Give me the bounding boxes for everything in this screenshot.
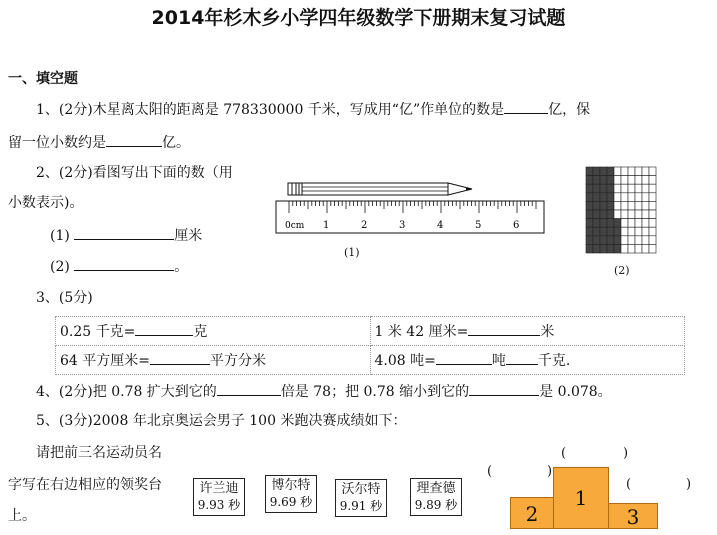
ruler-label-2: 2 xyxy=(361,220,368,231)
grid-cell-shaded xyxy=(600,219,607,228)
grid-cell xyxy=(642,193,649,202)
grid-cell xyxy=(621,244,628,253)
grid-cell xyxy=(635,167,642,176)
grid-cell-shaded xyxy=(600,184,607,193)
grid-cell xyxy=(621,167,628,176)
table-cell xyxy=(370,317,685,346)
grid-cell-shaded xyxy=(614,219,621,228)
grid-cell-shaded xyxy=(607,219,614,228)
q1-text-a: 1、(2分)木星离太阳的距离是 778330000 千米，写成用“亿”作单位的数是 xyxy=(36,102,505,118)
grid-cell xyxy=(614,201,621,210)
grid-cell xyxy=(642,167,649,176)
grid-cell-shaded xyxy=(586,193,593,202)
grid-cell xyxy=(635,184,642,193)
grid-cell xyxy=(642,201,649,210)
grid-cell xyxy=(628,184,635,193)
grid-cell-shaded xyxy=(600,244,607,253)
grid-cell-shaded xyxy=(586,201,593,210)
grid-cell xyxy=(635,244,642,253)
q5-line2: 请把前三名运动员名 xyxy=(36,445,162,461)
q5-line4: 上。 xyxy=(8,508,36,524)
grid-cell-shaded xyxy=(593,167,600,176)
grid-cell-shaded xyxy=(600,236,607,245)
grid-cell xyxy=(635,227,642,236)
q2-item1-prefix: (1) xyxy=(50,228,70,244)
grid-cell xyxy=(621,219,628,228)
answer-blank[interactable] xyxy=(506,351,538,365)
grid-cell xyxy=(642,227,649,236)
grid-cell-shaded xyxy=(607,236,614,245)
ruler-label-5: 5 xyxy=(475,220,482,231)
podium-paren-third-close: ) xyxy=(686,477,692,492)
grid-cell xyxy=(621,201,628,210)
answer-blank[interactable] xyxy=(468,322,540,336)
q1-text-b: 亿，保 xyxy=(548,102,591,118)
grid-cell xyxy=(635,193,642,202)
grid-cell-shaded xyxy=(586,244,593,253)
grid-cell-shaded xyxy=(586,176,593,185)
table-row xyxy=(56,346,685,375)
q2-blank-2[interactable] xyxy=(74,257,174,271)
grid-cell-shaded xyxy=(600,227,607,236)
grid-cell-shaded xyxy=(600,201,607,210)
grid-cell-shaded xyxy=(593,227,600,236)
grid-cell-shaded xyxy=(607,244,614,253)
cell-unit: 克 xyxy=(193,324,208,340)
grid-cell-shaded xyxy=(586,236,593,245)
grid-cell xyxy=(621,193,628,202)
grid-cell xyxy=(642,236,649,245)
q2-item2 xyxy=(50,257,188,276)
ruler-label-4: 4 xyxy=(437,220,444,231)
athlete-time: 9.91 秒 xyxy=(339,499,383,513)
q1-line2 xyxy=(8,133,190,152)
page-title: 2014年杉木乡小学四年级数学下册期末复习试题 xyxy=(151,7,566,29)
grid-cell-shaded xyxy=(600,176,607,185)
grid-cell xyxy=(635,219,642,228)
grid-cell xyxy=(642,176,649,185)
cell-text: 0.25 千克= xyxy=(60,324,136,340)
grid-cell xyxy=(628,227,635,236)
grid-cell-shaded xyxy=(600,167,607,176)
q5-line1: 5、(3分)2008 年北京奥运会男子 100 米跑决赛成绩如下： xyxy=(36,413,407,429)
grid-cell-shaded xyxy=(614,227,621,236)
podium-second[interactable]: 2 xyxy=(510,497,554,529)
athlete-card xyxy=(410,478,462,516)
grid-cell xyxy=(635,236,642,245)
table-cell xyxy=(56,317,371,346)
podium-paren-second-open: ( xyxy=(487,464,493,479)
athlete-name: 博尔特 xyxy=(271,478,311,493)
ruler-figure xyxy=(270,176,550,238)
grid-cell xyxy=(635,201,642,210)
grid-cell xyxy=(621,184,628,193)
q2-item1 xyxy=(50,226,202,245)
grid-cell xyxy=(649,167,656,176)
grid-cell xyxy=(614,193,621,202)
q4-text-a: 4、(2分)把 0.78 扩大到它的 xyxy=(36,384,217,400)
athlete-name: 许兰迪 xyxy=(199,481,239,496)
athlete-time: 9.89 秒 xyxy=(414,498,458,512)
q1-blank-2[interactable] xyxy=(106,133,162,147)
grid-cell xyxy=(649,227,656,236)
grid-cell-shaded xyxy=(586,210,593,219)
grid-cell-shaded xyxy=(607,167,614,176)
q4-text-c: 是 0.078。 xyxy=(539,384,612,400)
ruler-body xyxy=(276,201,544,233)
q2-line2: 小数表示)。 xyxy=(8,195,84,211)
athlete-name: 沃尔特 xyxy=(341,482,381,497)
table-cell xyxy=(56,346,371,375)
table-cell xyxy=(370,346,685,375)
grid-cell xyxy=(621,236,628,245)
q2-line1: 2、(2分)看图写出下面的数（用 xyxy=(36,165,233,181)
podium-paren-second-close: ) xyxy=(547,464,553,479)
grid-cell xyxy=(628,193,635,202)
grid-cell xyxy=(628,244,635,253)
grid-cell xyxy=(614,176,621,185)
grid-cell xyxy=(635,176,642,185)
q3-header: 3、(5分) xyxy=(36,290,93,306)
athlete-card xyxy=(335,479,387,517)
grid-cell-shaded xyxy=(614,244,621,253)
grid-cell-shaded xyxy=(593,176,600,185)
q1-line1 xyxy=(36,100,590,119)
q2-blank-1[interactable] xyxy=(74,226,174,240)
q2-item2-prefix: (2) xyxy=(50,259,70,275)
ruler-label-6: 6 xyxy=(513,220,520,231)
cell-unit: 千克. xyxy=(537,353,571,369)
grid-cell xyxy=(614,167,621,176)
athlete-time: 9.93 秒 xyxy=(197,498,241,512)
grid-cell xyxy=(642,184,649,193)
grid-cell-shaded xyxy=(607,210,614,219)
answer-blank[interactable] xyxy=(135,322,193,336)
grid-cell-shaded xyxy=(586,167,593,176)
grid-cell xyxy=(635,210,642,219)
grid-cell xyxy=(642,210,649,219)
q1-text-d: 亿。 xyxy=(162,135,190,151)
cell-unit: 米 xyxy=(540,324,555,340)
grid-cell xyxy=(628,236,635,245)
grid-cell-shaded xyxy=(593,219,600,228)
grid-cell-shaded xyxy=(614,236,621,245)
cell-text: 4.08 吨= xyxy=(374,353,436,369)
grid-cell xyxy=(628,219,635,228)
podium-paren-first-close: ) xyxy=(623,446,629,461)
grid-cell xyxy=(649,184,656,193)
podium-first[interactable]: 1 xyxy=(553,467,609,529)
cell-unit: 平方分米 xyxy=(210,353,266,369)
q2-item2-unit: 。 xyxy=(174,259,189,275)
athlete-time: 9.69 秒 xyxy=(269,495,313,509)
podium-third[interactable]: 3 xyxy=(608,503,658,529)
grid-cell-shaded xyxy=(607,176,614,185)
grid-cell-shaded xyxy=(586,219,593,228)
grid-cell-shaded xyxy=(586,227,593,236)
grid-cell-shaded xyxy=(607,201,614,210)
grid-cell xyxy=(628,176,635,185)
grid-cell xyxy=(628,210,635,219)
decimal-grid-figure xyxy=(585,166,660,254)
q4-blank-2[interactable] xyxy=(469,382,539,396)
q4-text-b: 倍是 78；把 0.78 缩小到它的 xyxy=(280,384,470,400)
grid-cell xyxy=(621,176,628,185)
grid-cell xyxy=(628,167,635,176)
answer-blank[interactable] xyxy=(436,351,492,365)
grid-cell-shaded xyxy=(607,184,614,193)
podium-paren-first-open: ( xyxy=(561,446,567,461)
athlete-card xyxy=(265,475,317,513)
ruler-label-0: 0cm xyxy=(285,221,305,231)
ruler-label-3: 3 xyxy=(399,220,406,231)
podium-paren-third-open: ( xyxy=(626,477,632,492)
grid-cell-shaded xyxy=(607,227,614,236)
athlete-card xyxy=(193,478,245,516)
grid-cell-shaded xyxy=(600,193,607,202)
grid-cell xyxy=(649,219,656,228)
answer-blank[interactable] xyxy=(150,351,210,365)
q4-line xyxy=(36,382,612,401)
q1-text-c: 留一位小数约是 xyxy=(8,135,106,151)
cell-text: 64 平方厘米= xyxy=(60,353,150,369)
cell-text: 1 米 42 厘米= xyxy=(374,324,469,340)
grid-cell xyxy=(649,201,656,210)
ruler-label-1: 1 xyxy=(323,220,330,231)
grid-cell-shaded xyxy=(600,210,607,219)
grid-cell-shaded xyxy=(586,184,593,193)
grid-cell xyxy=(649,193,656,202)
grid-cell xyxy=(649,210,656,219)
figure-caption-1: (1) xyxy=(344,246,360,259)
cell-unit: 吨 xyxy=(491,353,506,369)
athlete-name: 理查德 xyxy=(416,481,456,496)
grid-cell xyxy=(642,219,649,228)
grid-cell xyxy=(649,236,656,245)
grid-cell xyxy=(614,210,621,219)
grid-cell xyxy=(614,184,621,193)
pencil-icon xyxy=(288,183,472,195)
grid-cell-shaded xyxy=(593,184,600,193)
grid-cell-shaded xyxy=(593,210,600,219)
grid-cell xyxy=(642,244,649,253)
q1-blank-1[interactable] xyxy=(504,100,548,114)
q5-line3: 字写在右边相应的领奖台 xyxy=(8,477,162,493)
grid-cell xyxy=(621,227,628,236)
grid-cell-shaded xyxy=(593,201,600,210)
grid-cell-shaded xyxy=(593,244,600,253)
grid-cell xyxy=(649,244,656,253)
table-row xyxy=(56,317,685,346)
figure-caption-2: (2) xyxy=(614,264,630,277)
grid-cell-shaded xyxy=(593,236,600,245)
grid-cell xyxy=(649,176,656,185)
section-fill-in: 一、填空题 xyxy=(8,71,78,87)
grid-cell-shaded xyxy=(607,193,614,202)
grid-cell-shaded xyxy=(593,193,600,202)
conversion-table xyxy=(55,316,685,375)
grid-cell xyxy=(621,210,628,219)
grid-cell xyxy=(628,201,635,210)
q4-blank-1[interactable] xyxy=(217,382,281,396)
q2-item1-unit: 厘米 xyxy=(174,228,203,244)
